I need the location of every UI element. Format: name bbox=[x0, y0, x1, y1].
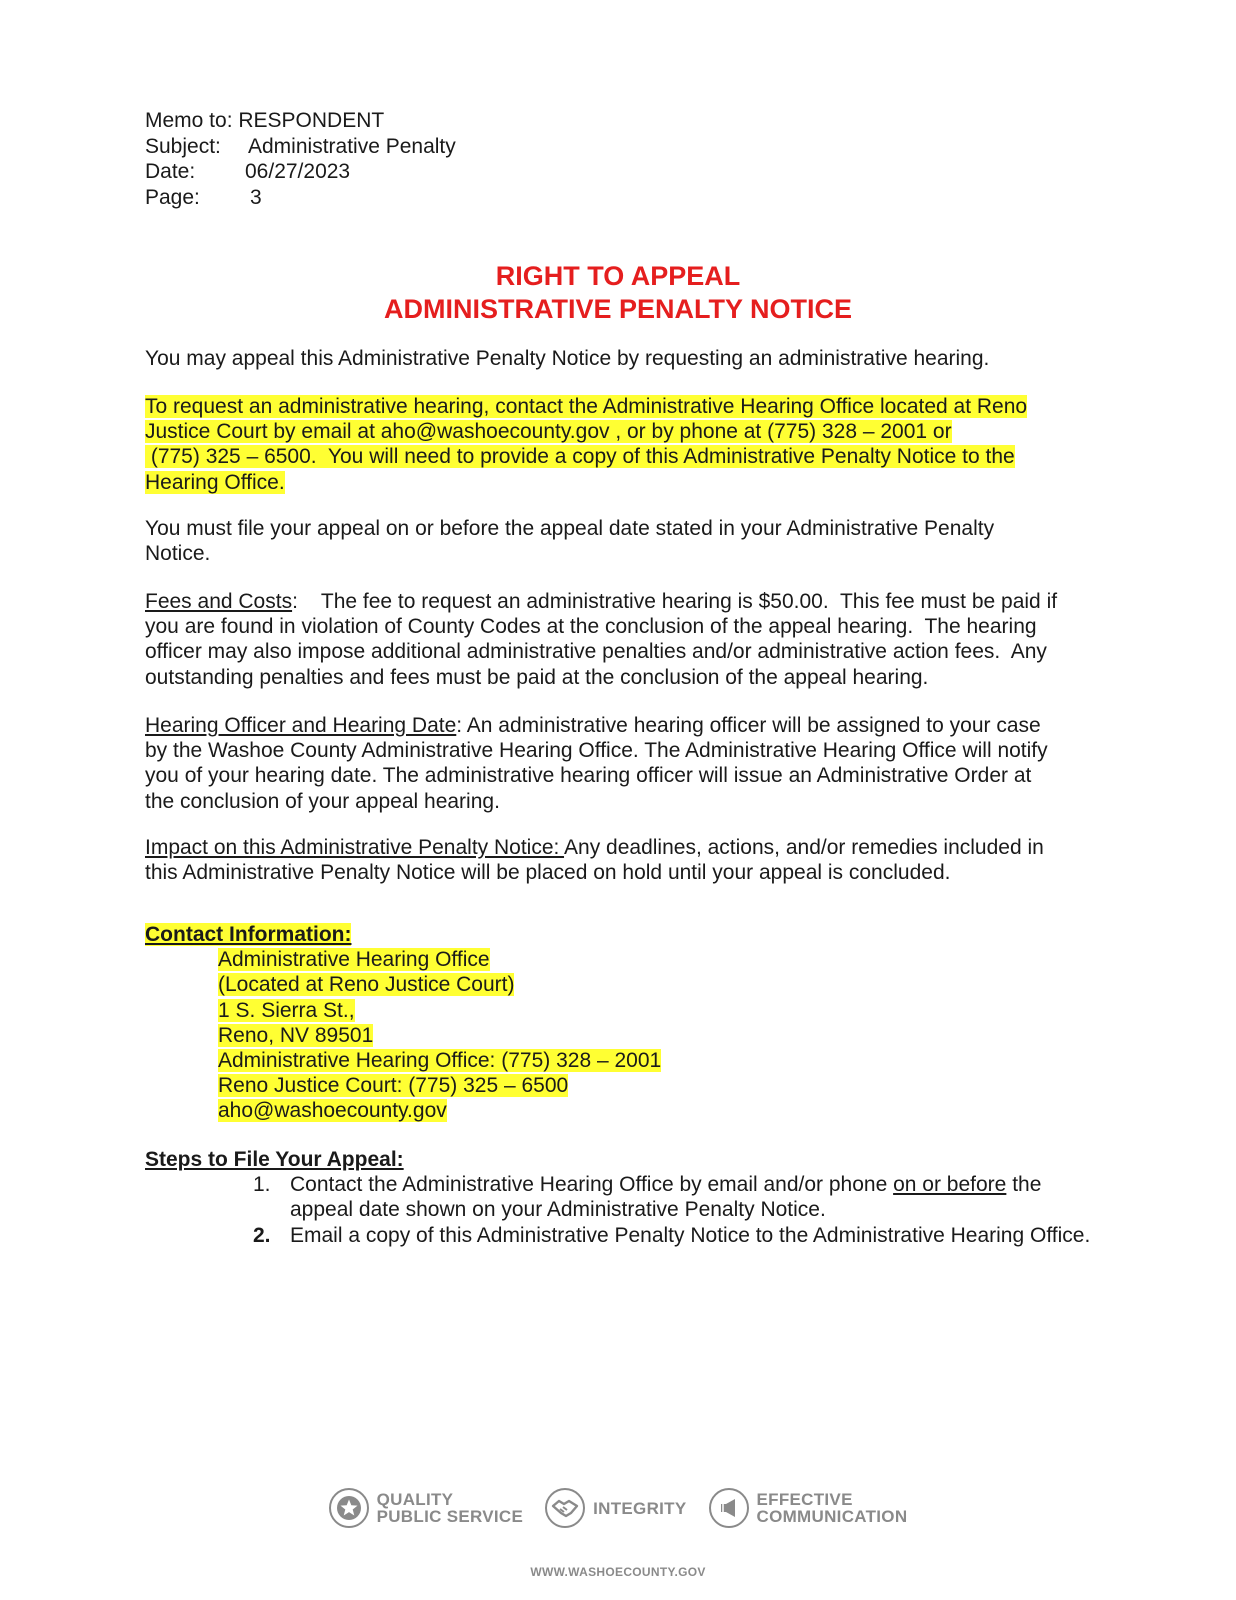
step-text-after: the appeal date shown on your Administrative Penalty Notice. bbox=[290, 1173, 1042, 1222]
badge-line-2: COMMUNICATION bbox=[756, 1507, 908, 1526]
memo-date-value: 06/27/2023 bbox=[245, 160, 351, 183]
page-title bbox=[0, 260, 1236, 326]
deadline-paragraph: You must file your appeal on or before the appeal date stated in your Administrative Penalty Notice. bbox=[145, 517, 995, 566]
badge-quality bbox=[329, 1488, 524, 1528]
memo-page-row bbox=[145, 185, 456, 211]
memo-header bbox=[145, 108, 456, 210]
step-text-before: Contact the Administrative Hearing Office by email and/or phone bbox=[290, 1173, 894, 1197]
star-icon bbox=[329, 1488, 369, 1528]
contact-heading: Contact Information: bbox=[145, 923, 352, 946]
badge-line-2: PUBLIC SERVICE bbox=[376, 1507, 524, 1526]
badge-line-1: EFFECTIVE bbox=[756, 1490, 853, 1509]
steps-section bbox=[145, 1147, 1095, 1248]
badge-line-1: QUALITY bbox=[376, 1490, 454, 1509]
contact-information bbox=[145, 922, 661, 1124]
memo-page-value: 3 bbox=[250, 185, 262, 209]
contact-line: Administrative Hearing Office bbox=[218, 948, 490, 972]
fees-text: : The fee to request an administrative hearing is $50.00. This fee must be paid if you are found in violation of County Codes at the conclusion of the appeal hearing. The hearing officer may also impose additional administrative penalties and/or administrative action fees. Any outstanding penalties and fees must be paid at the conclusion of the appeal hearing. bbox=[145, 590, 1063, 689]
contact-line: 1 S. Sierra St., bbox=[218, 998, 355, 1022]
impact-paragraph bbox=[145, 835, 1070, 885]
badge-line-1: INTEGRITY bbox=[593, 1498, 687, 1518]
intro-paragraph: You may appeal this Administrative Penalty Notice by requesting an administrative hearing. bbox=[145, 347, 990, 370]
memo-to-value: RESPONDENT bbox=[238, 109, 385, 132]
contact-line: Reno, NV 89501 bbox=[218, 1023, 374, 1047]
badge-communication bbox=[709, 1488, 908, 1528]
memo-to-row bbox=[145, 108, 456, 134]
step-number: 1. bbox=[253, 1173, 271, 1197]
steps-heading: Steps to File Your Appeal: bbox=[145, 1148, 404, 1171]
memo-date-label: Date: bbox=[145, 160, 196, 183]
contact-line: Reno Justice Court: (775) 325 – 6500 bbox=[218, 1074, 569, 1098]
request-line-3: (775) 325 – 6500. You will need to provide a copy of this Administrative Penalty Notice to the bbox=[145, 445, 1015, 469]
memo-date-row bbox=[145, 159, 456, 185]
memo-subject-label: Subject: bbox=[145, 134, 221, 158]
step-text: Email a copy of this Administrative Penalty Notice to the Administrative Hearing Office. bbox=[290, 1223, 1091, 1247]
website-url[interactable]: WWW.WASHOECOUNTY.GOV bbox=[530, 1565, 706, 1579]
fees-paragraph bbox=[145, 589, 1070, 690]
step-item bbox=[253, 1172, 1095, 1222]
footer-values bbox=[0, 1488, 1236, 1528]
impact-text: Any deadlines, actions, and/or remedies included in this Administrative Penalty Notice will be placed on hold until your appeal is concluded. bbox=[145, 836, 1044, 885]
memo-page-label: Page: bbox=[145, 185, 200, 209]
hearing-heading: Hearing Officer and Hearing Date bbox=[145, 714, 457, 737]
request-paragraph bbox=[145, 394, 1145, 495]
badge-label bbox=[377, 1491, 524, 1525]
contact-line: (Located at Reno Justice Court) bbox=[218, 973, 515, 997]
request-line-1: To request an administrative hearing, contact the Administrative Hearing Office located at Reno bbox=[145, 395, 1028, 418]
megaphone-icon bbox=[709, 1488, 749, 1528]
memo-subject-row bbox=[145, 134, 456, 160]
impact-heading: Impact on this Administrative Penalty Notice: bbox=[145, 836, 565, 859]
request-line-2: Justice Court by email at aho@washoecounty.gov , or by phone at (775) 328 – 2001 or bbox=[145, 420, 952, 444]
request-line-4: Hearing Office. bbox=[145, 470, 285, 494]
contact-lines bbox=[145, 947, 661, 1123]
step-text bbox=[290, 1172, 1095, 1222]
memo-to-label: Memo to: bbox=[145, 109, 233, 132]
step-text-underlined: on or before bbox=[893, 1173, 1007, 1197]
contact-line: aho@washoecounty.gov bbox=[218, 1099, 447, 1123]
handshake-icon bbox=[545, 1488, 585, 1528]
badge-integrity bbox=[545, 1488, 686, 1528]
contact-line: Administrative Hearing Office: (775) 328 – 2001 bbox=[218, 1049, 662, 1073]
hearing-paragraph bbox=[145, 713, 1055, 814]
title-line-1: RIGHT TO APPEAL bbox=[495, 261, 741, 291]
step-item bbox=[253, 1223, 1095, 1248]
step-number: 2. bbox=[253, 1223, 271, 1247]
hearing-text: : An administrative hearing officer will be assigned to your case by the Washoe County Administrative Hearing Office. The Administrative Hearing Office will notify you of your hearing date. The administrative hearing officer will issue an Administrative Order at the conclusion of your appeal hearing. bbox=[145, 714, 1048, 813]
badge-label bbox=[757, 1491, 908, 1525]
fees-heading: Fees and Costs bbox=[145, 590, 293, 613]
memo-subject-value: Administrative Penalty bbox=[248, 134, 456, 158]
title-line-2: ADMINISTRATIVE PENALTY NOTICE bbox=[383, 294, 853, 324]
badge-label bbox=[593, 1500, 686, 1517]
